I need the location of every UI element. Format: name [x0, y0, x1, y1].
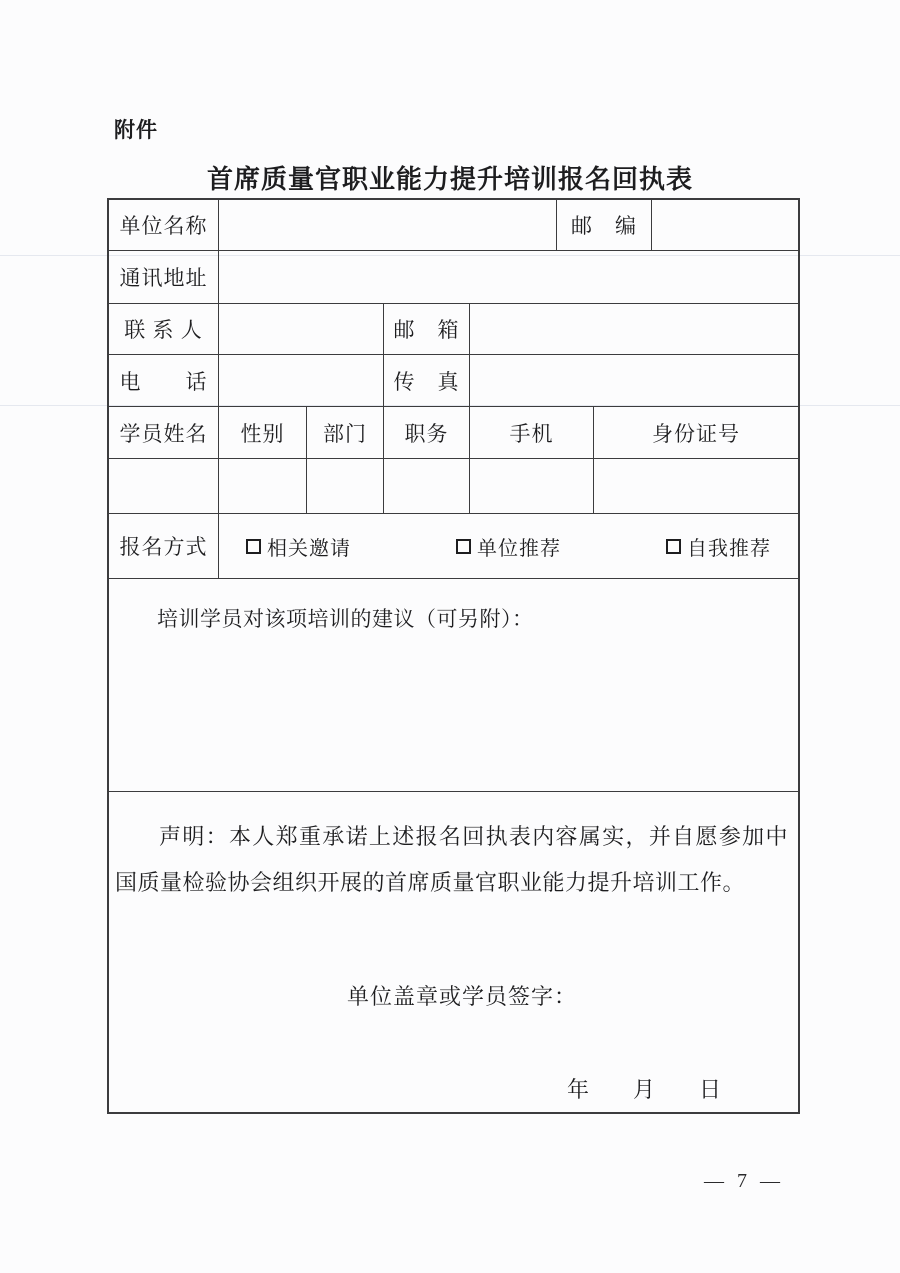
form-title: 首席质量官职业能力提升培训报名回执表	[206, 165, 693, 194]
student-entry-row	[109, 459, 798, 514]
gender-field[interactable]	[219, 459, 307, 514]
id-number-field[interactable]	[594, 459, 798, 514]
email-field[interactable]	[470, 304, 798, 355]
option-unit-recommendation[interactable]	[456, 532, 561, 561]
id-number-header: 身份证号	[594, 407, 798, 459]
student-name-header: 学员姓名	[109, 407, 219, 459]
postal-code-field[interactable]	[652, 200, 798, 251]
table-row	[109, 200, 798, 251]
postal-code-label: 邮 编	[557, 200, 652, 251]
checkbox-icon[interactable]	[456, 539, 471, 554]
option-invitation[interactable]	[246, 532, 351, 561]
table-row	[109, 251, 798, 304]
option-self-recommendation-label: 自我推荐	[687, 537, 771, 560]
mobile-header: 手机	[470, 407, 594, 459]
department-field[interactable]	[307, 459, 384, 514]
fax-field[interactable]	[470, 355, 798, 407]
checkbox-icon[interactable]	[666, 539, 681, 554]
student-header-row	[109, 407, 798, 459]
student-name-field[interactable]	[109, 459, 219, 514]
mobile-field[interactable]	[470, 459, 594, 514]
declaration-text: 声明：本人郑重承诺上述报名回执表内容属实，并自愿参加中国质量检验协会组织开展的首席质量官职业能力提升培训工作。	[115, 824, 788, 895]
suggestion-area[interactable]	[109, 579, 798, 792]
contact-person-field[interactable]	[219, 304, 384, 355]
page-number: — 7 —	[704, 1170, 784, 1192]
contact-person-label: 联 系 人	[109, 304, 219, 355]
unit-name-label: 单位名称	[109, 200, 219, 251]
suggestion-label: 培训学员对该项培训的建议（可另附）：	[157, 607, 534, 631]
declaration-cell	[109, 792, 798, 1112]
registration-method-label: 报名方式	[109, 514, 219, 579]
attachment-label: 附件	[114, 118, 158, 142]
address-label: 通讯地址	[109, 251, 219, 304]
department-header: 部门	[307, 407, 384, 459]
registration-options-cell	[219, 514, 798, 579]
registration-form-table	[107, 198, 800, 1114]
address-field[interactable]	[219, 251, 798, 304]
phone-field[interactable]	[219, 355, 384, 407]
phone-label: 电 话	[109, 355, 219, 407]
option-invitation-label: 相关邀请	[267, 537, 351, 560]
position-field[interactable]	[384, 459, 470, 514]
signature-label: 单位盖章或学员签字：	[347, 984, 578, 1009]
table-row	[109, 355, 798, 407]
option-self-recommendation[interactable]	[666, 532, 771, 561]
position-header: 职务	[384, 407, 470, 459]
suggestion-row	[109, 579, 798, 792]
checkbox-icon[interactable]	[246, 539, 261, 554]
gender-header: 性别	[219, 407, 307, 459]
fax-label: 传 真	[384, 355, 470, 407]
unit-name-field[interactable]	[219, 200, 557, 251]
table-row	[109, 304, 798, 355]
email-label: 邮 箱	[384, 304, 470, 355]
registration-method-row	[109, 514, 798, 579]
option-unit-recommendation-label: 单位推荐	[477, 537, 561, 560]
declaration-row	[109, 792, 798, 1112]
date-line: 年 月 日	[567, 1077, 722, 1102]
